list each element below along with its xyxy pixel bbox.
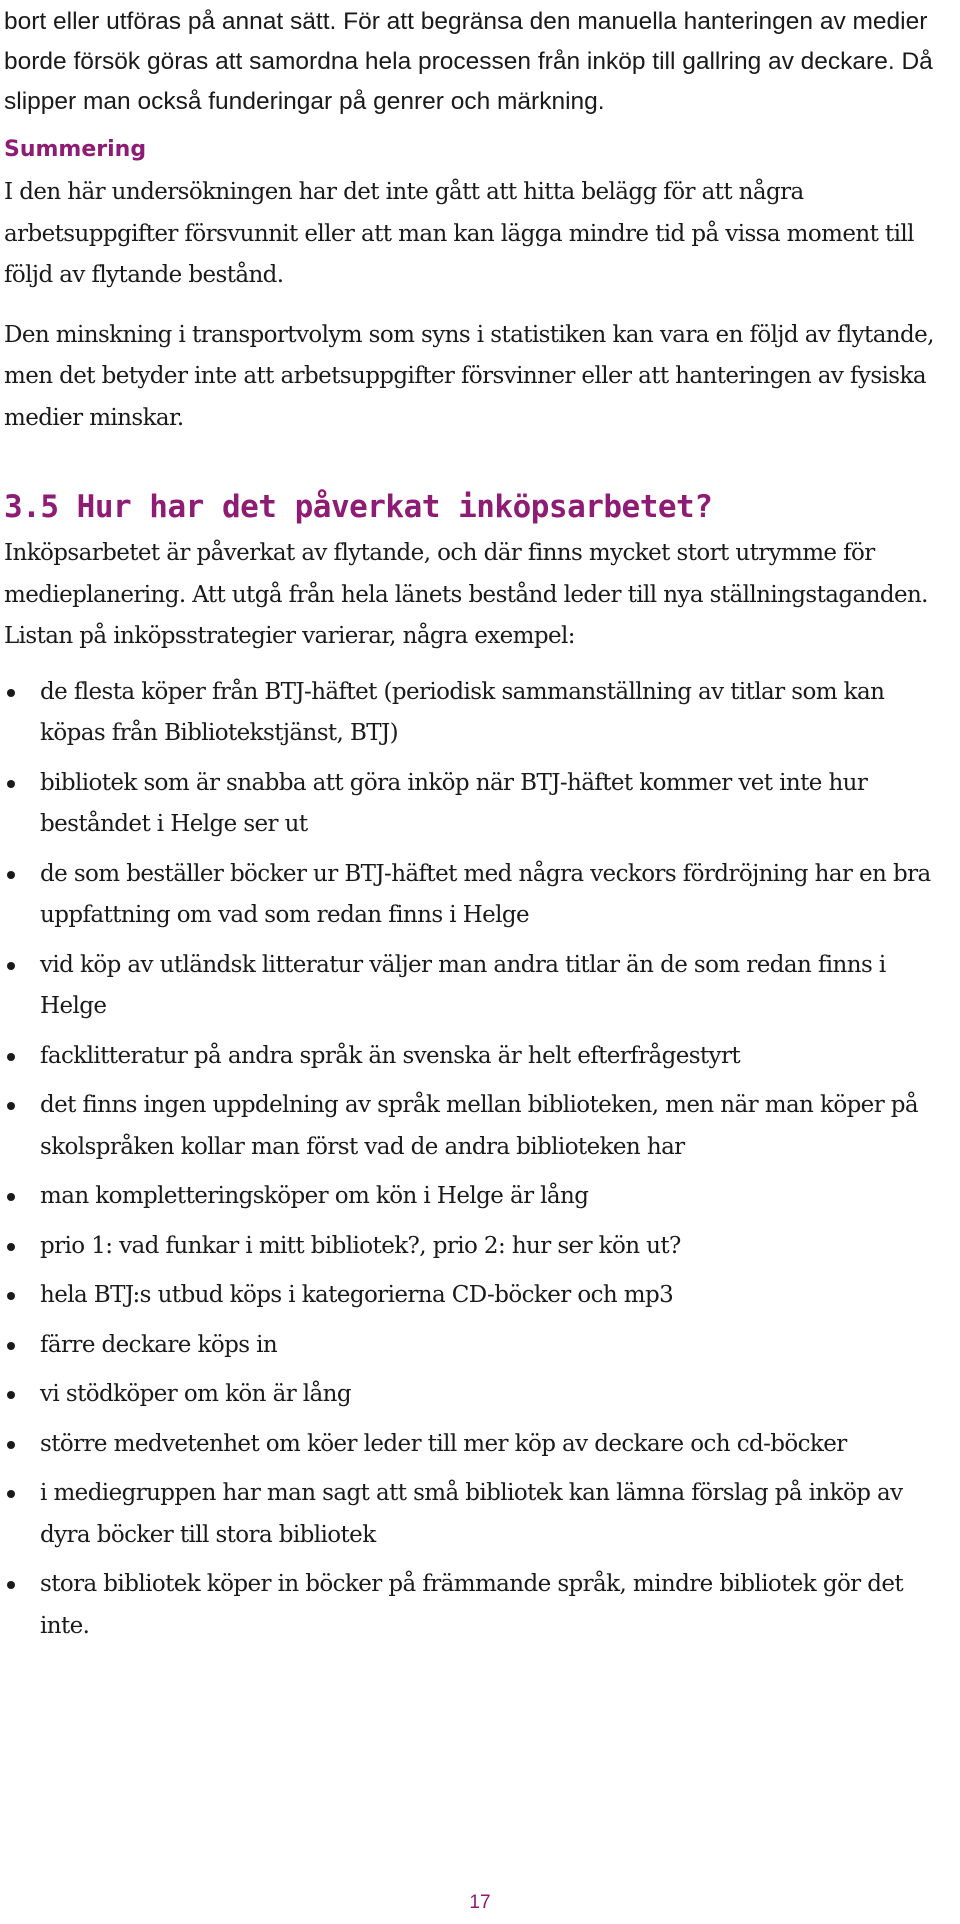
list-item bbox=[4, 1424, 956, 1466]
list-item bbox=[4, 1275, 956, 1317]
list-item-text: stora bibliotek köper in böcker på främmande språk, mindre bibliotek gör det inte. bbox=[40, 1571, 904, 1639]
list-item-text: de flesta köper från BTJ-häftet (periodisk sammanställning av titlar som kan köpas från Bibliotekstjänst, BTJ) bbox=[40, 678, 885, 746]
list-item-text: färre deckare köps in bbox=[40, 1331, 278, 1358]
list-item-text: det finns ingen uppdelning av språk mellan biblioteken, men när man köper på skolspråken kollar man först vad de andra biblioteken har bbox=[40, 1092, 919, 1160]
list-item bbox=[4, 1374, 956, 1416]
bullet-icon bbox=[7, 1053, 15, 1061]
bullet-icon bbox=[7, 1193, 15, 1201]
list-item bbox=[4, 854, 956, 937]
list-item bbox=[4, 1473, 956, 1556]
bullet-icon bbox=[7, 1581, 15, 1589]
bullet-icon bbox=[7, 1441, 15, 1449]
list-item bbox=[4, 1325, 956, 1367]
list-item-text: större medvetenhet om köer leder till mer köp av deckare och cd-böcker bbox=[40, 1430, 847, 1457]
list-item-text: de som beställer böcker ur BTJ-häftet med några veckors fördröjning har en bra uppfattning om vad som redan finns i Helge bbox=[40, 860, 931, 928]
bullet-icon bbox=[7, 780, 15, 788]
list-item-text: facklitteratur på andra språk än svenska är helt efterfrågestyrt bbox=[40, 1042, 740, 1069]
purchasing-strategies-list bbox=[4, 672, 956, 1648]
list-item bbox=[4, 1176, 956, 1218]
page-number: 17 bbox=[469, 1892, 491, 1913]
bullet-icon bbox=[7, 1292, 15, 1300]
list-item bbox=[4, 672, 956, 755]
bullet-icon bbox=[7, 1342, 15, 1350]
document-page bbox=[4, 0, 956, 1655]
list-item-text: man kompletteringsköper om kön i Helge är lång bbox=[40, 1183, 589, 1209]
bullet-icon bbox=[7, 1490, 15, 1498]
summary-paragraph-1: I den här undersökningen har det inte gått att hitta belägg för att några arbetsuppgifter försvunnit eller att man kan lägga mindre tid på vissa moment till följd av flytande bestånd. bbox=[4, 179, 914, 288]
list-item bbox=[4, 1226, 956, 1268]
section-paragraph: Inköpsarbetet är påverkat av flytande, och där finns mycket stort utrymme för medieplanering. Att utgå från hela länets bestånd leder till nya ställningstaganden. Listan på inköpsstrategier varierar, några exempel: bbox=[4, 540, 928, 649]
section-heading: 3.5 Hur har det påverkat inköpsarbetet? bbox=[4, 489, 713, 525]
intro-paragraph: bort eller utföras på annat sätt. För att begränsa den manuella hanteringen av medier borde försök göras att samordna hela processen från inköp till gallring av deckare. Då slipper man också funderingar på genrer och märkning. bbox=[4, 8, 933, 115]
list-item-text: i mediegruppen har man sagt att små bibliotek kan lämna förslag på inköp av dyra böcker till stora bibliotek bbox=[40, 1480, 903, 1548]
bullet-icon bbox=[7, 962, 15, 970]
bullet-icon bbox=[7, 689, 15, 697]
bullet-icon bbox=[7, 871, 15, 879]
list-item bbox=[4, 1564, 956, 1647]
list-item-text: prio 1: vad funkar i mitt bibliotek?, prio 2: hur ser kön ut? bbox=[40, 1232, 681, 1259]
list-item-text: vi stödköper om kön är lång bbox=[40, 1381, 351, 1407]
list-item-text: bibliotek som är snabba att göra inköp när BTJ-häftet kommer vet inte hur beståndet i Helge ser ut bbox=[40, 769, 868, 837]
summary-paragraph-2: Den minskning i transportvolym som syns i statistiken kan vara en följd av flytande, men det betyder inte att arbetsuppgifter försvinner eller att hanteringen av fysiska medier minskar. bbox=[4, 321, 934, 431]
summary-heading: Summering bbox=[4, 137, 147, 162]
list-item bbox=[4, 945, 956, 1028]
list-item-text: hela BTJ:s utbud köps i kategorierna CD-böcker och mp3 bbox=[40, 1282, 674, 1308]
list-item bbox=[4, 763, 956, 846]
list-item bbox=[4, 1036, 956, 1078]
list-item bbox=[4, 1085, 956, 1168]
bullet-icon bbox=[7, 1243, 15, 1251]
bullet-icon bbox=[7, 1102, 15, 1110]
bullet-icon bbox=[7, 1391, 15, 1399]
list-item-text: vid köp av utländsk litteratur väljer man andra titlar än de som redan finns i Helge bbox=[40, 951, 886, 1019]
